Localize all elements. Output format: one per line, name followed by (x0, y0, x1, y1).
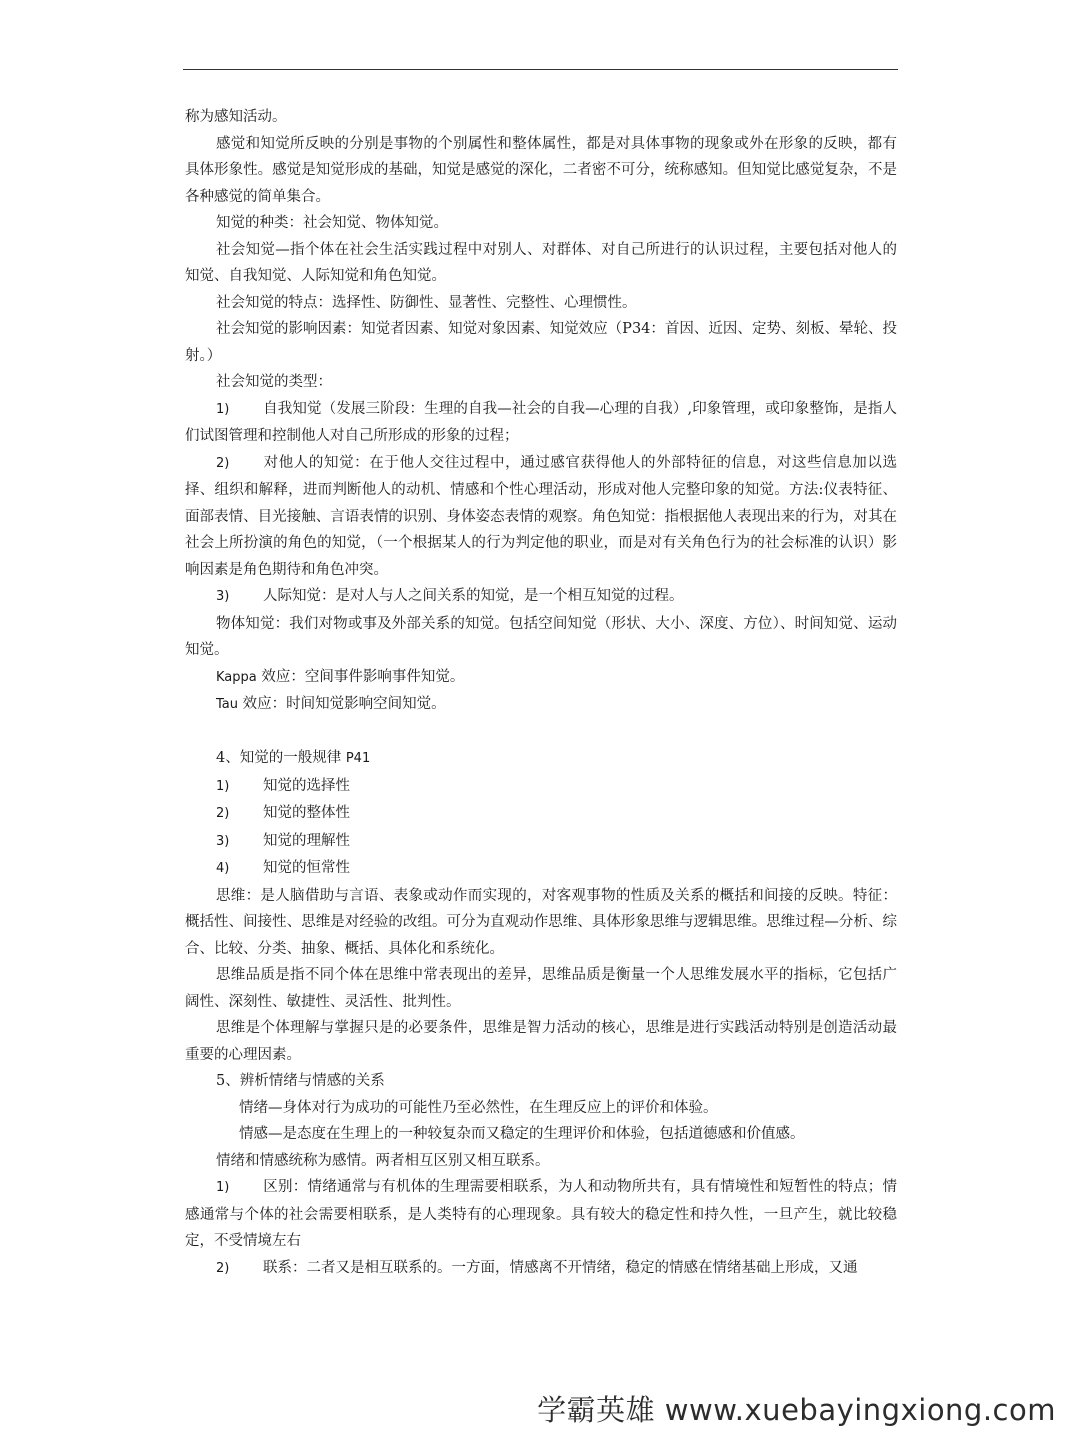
list-number: 1) (216, 778, 230, 794)
list-text: 知觉的选择性 (263, 777, 350, 794)
list-number: 1) (216, 401, 230, 417)
paragraph: 社会知觉的影响因素：知觉者因素、知觉对象因素、知觉效应（P34：首因、近因、定势、刻板、晕轮、投射。） (185, 321, 897, 364)
term-definition: 效应：时间知觉影响空间知觉。 (238, 696, 446, 712)
list-item (185, 450, 897, 584)
term: Tau (216, 697, 238, 712)
list-item (185, 855, 897, 883)
paragraph: 称为感知活动。 (185, 109, 287, 125)
list-item (185, 1255, 897, 1283)
paragraph: 情感—是态度在生理上的一种较复杂而又稳定的生理评价和体验，包括道德感和价值感。 (239, 1126, 805, 1142)
list-number: 2) (216, 806, 230, 821)
list-number: 4) (216, 861, 230, 876)
list-item (185, 773, 897, 801)
list-item (185, 800, 897, 828)
list-item (185, 828, 897, 856)
paragraph: 思维是个体理解与掌握只是的必要条件，思维是智力活动的核心，思维是进行实践活动特别是创造活动最重要的心理因素。 (185, 1020, 897, 1063)
list-number: 2) (216, 455, 230, 471)
list-number: 3) (216, 589, 230, 604)
paragraph: 思维：是人脑借助与言语、表象或动作而实现的，对客观事物的性质及关系的概括和间接的反映。特征：概括性、间接性、思维是对经验的改组。可分为直观动作思维、具体形象思维与逻辑思维。思维过程—分析、综合、比较、分类、抽象、概括、具体化和系统化。 (185, 887, 897, 957)
document-body (185, 104, 897, 1282)
page-ref: P41 (345, 751, 371, 766)
paragraph: 社会知觉—指个体在社会生活实践过程中对别人、对群体、对自己所进行的认识过程，主要包括对他人的知觉、自我知觉、人际知觉和角色知觉。 (185, 241, 897, 284)
paragraph: 情绪—身体对行为成功的可能性乃至必然性，在生理反应上的评价和体验。 (239, 1099, 718, 1116)
paragraph: 社会知觉的类型： (216, 374, 332, 390)
list-text: 知觉的理解性 (263, 832, 350, 849)
paragraph (185, 664, 897, 692)
list-text: 联系：二者又是相互联系的。一方面，情感离不开情绪，稳定的情感在情绪基础上形成，又通 (263, 1259, 858, 1276)
list-item (185, 1174, 897, 1255)
list-text: 知觉的整体性 (263, 805, 350, 821)
list-item (185, 583, 897, 611)
list-item (185, 396, 897, 450)
term-definition: 效应：空间事件影响事件知觉。 (256, 668, 465, 685)
paragraph: 思维品质是指不同个体在思维中常表现出的差异，思维品质是衡量一个人思维发展水平的指标，它包括广阔性、深刻性、敏捷性、灵活性、批判性。 (185, 967, 897, 1010)
list-text: 区别：情绪通常与有机体的生理需要相联系，为人和动物所共有，具有情境性和短暂性的特点；情感通常与个体的社会需要相联系，是人类特有的心理现象。具有较大的稳定性和持久性，一旦产生，就比较稳定，不受情境左右 (185, 1179, 897, 1249)
list-text: 人际知觉：是对人与人之间关系的知觉，是一个相互知觉的过程。 (263, 588, 684, 604)
paragraph: 知觉的种类：社会知觉、物体知觉。 (216, 215, 448, 231)
watermark: 学霸英雄 www.xuebayingxiong.com (537, 1393, 1056, 1427)
heading-label: 4、知觉的一般规律 (216, 750, 346, 766)
section-heading (185, 745, 897, 773)
list-text: 知觉的恒常性 (263, 860, 350, 876)
list-number: 3) (216, 833, 230, 849)
paragraph: 感觉和知觉所反映的分别是事物的个别属性和整体属性，都是对具体事物的现象或外在形象的反映，都有具体形象性。感觉是知觉形成的基础，知觉是感觉的深化，二者密不可分，统称感知。但知觉比感觉复杂，不是各种感觉的简单集合。 (185, 135, 897, 205)
list-number: 1) (216, 1180, 230, 1195)
header-rule (183, 69, 898, 70)
list-text: 对他人的知觉：在于他人交往过程中，通过感官获得他人的外部特征的信息，对这些信息加以选择、组织和解释，进而判断他人的动机、情感和个性心理活动，形成对他人完整印象的知觉。方法:仪表特征、面部表情、目光接触、言语表情的识别、身体姿态表情的观察。角色知觉：指根据他人表现出来的行为，对其在社会上所扮演的角色的知觉，（一个根据某人的行为判定他的职业，而是对有关角色行为的社会标准的认识）影响因素是角色期待和角色冲突。 (185, 454, 897, 578)
term: Kappa (216, 669, 257, 685)
paragraph: 社会知觉的特点：选择性、防御性、显著性、完整性、心理惯性。 (216, 294, 637, 311)
section-heading: 5、辨析情绪与情感的关系 (216, 1073, 385, 1089)
list-number: 2) (216, 1260, 230, 1276)
paragraph: 物体知觉：我们对物或事及外部关系的知觉。包括空间知觉（形状、大小、深度、方位）、时间知觉、运动知觉。 (185, 615, 897, 658)
list-text: 自我知觉（发展三阶段：生理的自我—社会的自我—心理的自我）,印象管理，或印象整饰，是指人们试图管理和控制他人对自己所形成的形象的过程； (185, 400, 897, 444)
paragraph: 情绪和情感统称为感情。两者相互区别又相互联系。 (216, 1152, 550, 1169)
paragraph (185, 691, 897, 719)
spacer (185, 719, 897, 746)
